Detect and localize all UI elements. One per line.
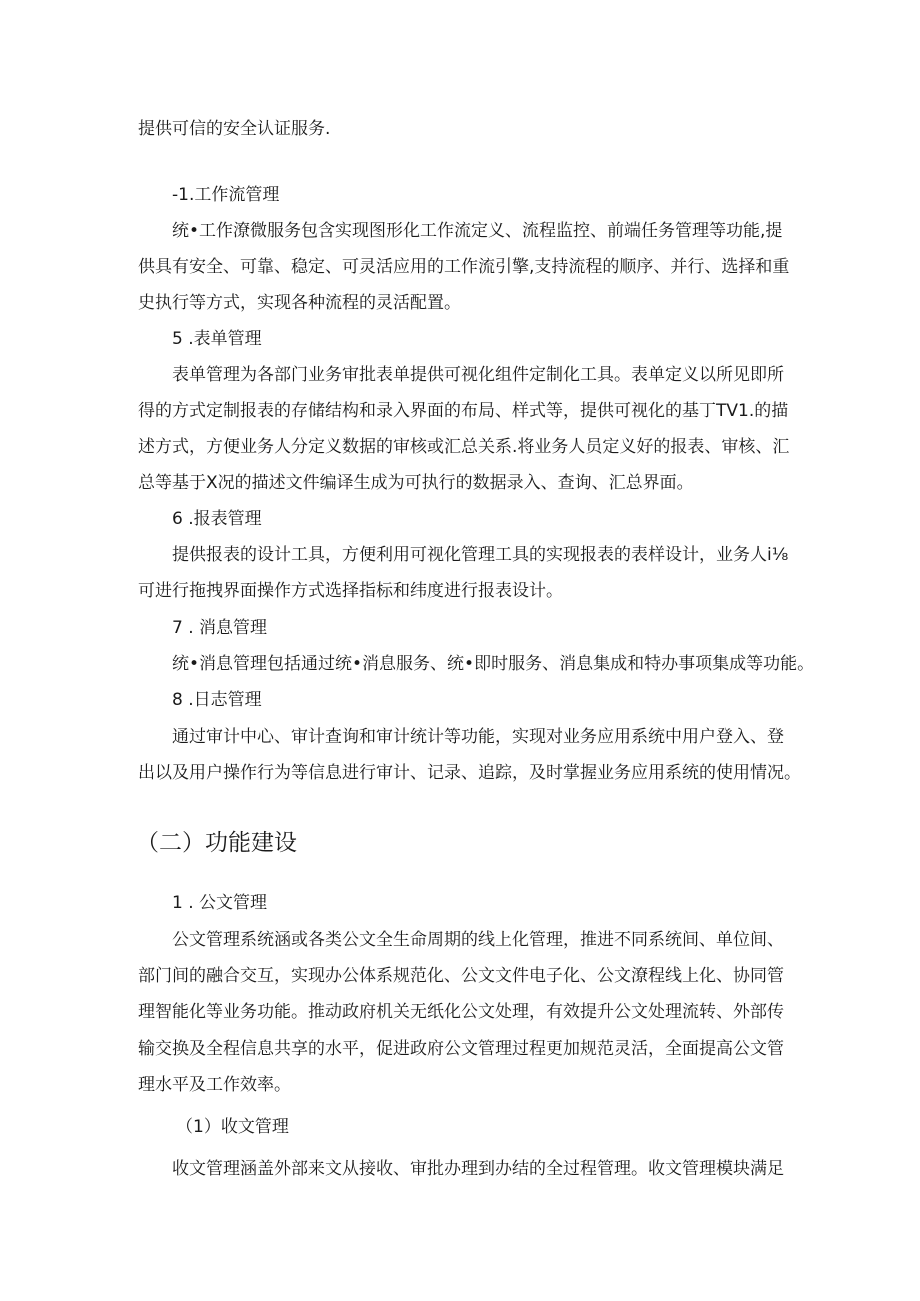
log-text-2: 出以及用户操作行为等信息进行审计、记录、追踪，及时掌握业务应用系统的使用情况。 xyxy=(138,763,801,783)
form-text-2: 得的方式定制报表的存储结构和录入界面的布局、样式等，提供可视化的基丁TV1.的描 xyxy=(138,401,789,421)
doc-text-4: 输交换及全程信息共享的水平，促进政府公文管理过程更加规范灵活，全面提高公文管 xyxy=(138,1039,784,1059)
report-text-2: 可进行拖拽界面操作方式选择指标和纬度进行报表设计。 xyxy=(138,581,563,601)
receive-text-1: 收文管理涵盖外部来文从接收、审批办理到办结的全过程管理。收文管理模块满足 xyxy=(172,1159,784,1179)
workflow-text-2: 供具有安全、可靠、稳定、可灵活应用的工作流引擎,支持流程的顺序、并行、选择和重 xyxy=(138,257,790,277)
form-text-4: 总等基于X况的描述文件编译生成为可执行的数据录入、查询、汇总界面。 xyxy=(138,473,694,493)
section-heading: （二）功能建设 xyxy=(136,830,297,856)
message-title: 7 . 消息管理 xyxy=(172,618,268,638)
form-title: 5 .表单管理 xyxy=(172,329,262,349)
report-text-1: 提供报表的设计工具，方便利用可视化管理工具的实现报表的表样设计，业务人i⅛ xyxy=(172,545,789,565)
report-title: 6 .报表管理 xyxy=(172,509,262,529)
doc-text-5: 理水平及工作效率。 xyxy=(138,1075,291,1095)
message-text-1: 统•消息管理包括通过统•消息服务、统•即时服务、消息集成和特办事项集成等功能。 xyxy=(172,654,815,674)
form-text-3: 述方式，方便业务人分定义数据的审核或汇总关系.将业务人员定义好的报表、审核、汇 xyxy=(138,437,790,457)
doc-title: 1 . 公文管理 xyxy=(172,893,268,913)
workflow-text-1: 统•工作潦微服务包含实现图形化工作流定义、流程监控、前端任务管理等功能,提 xyxy=(172,221,783,241)
receive-title: （1）收文管理 xyxy=(176,1117,289,1137)
workflow-text-3: 史执行等方式，实现各种流程的灵活配置。 xyxy=(138,293,461,313)
doc-text-2: 部门间的融合交互，实现办公体系规范化、公文文件电子化、公文潦程线上化、协同管 xyxy=(138,966,784,986)
log-title: 8 .日志管理 xyxy=(172,690,262,710)
form-text-1: 表单管理为各部门业务审批表单提供可视化组件定制化工具。表单定义以所见即所 xyxy=(172,365,784,385)
intro-text: 提供可信的安全认证服务. xyxy=(138,119,331,139)
workflow-title: -1.工作流管理 xyxy=(172,185,280,205)
doc-text-1: 公文管理系统涵或各类公文全生命周期的线上化管理，推进不同系统间、单位间、 xyxy=(172,930,784,950)
doc-text-3: 理智能化等业务功能。推动政府机关无纸化公文处理，有效提升公文处理流转、外部传 xyxy=(138,1002,784,1022)
log-text-1: 通过审计中心、审计查询和审计统计等功能，实现对业务应用系统中用户登入、登 xyxy=(172,727,784,747)
